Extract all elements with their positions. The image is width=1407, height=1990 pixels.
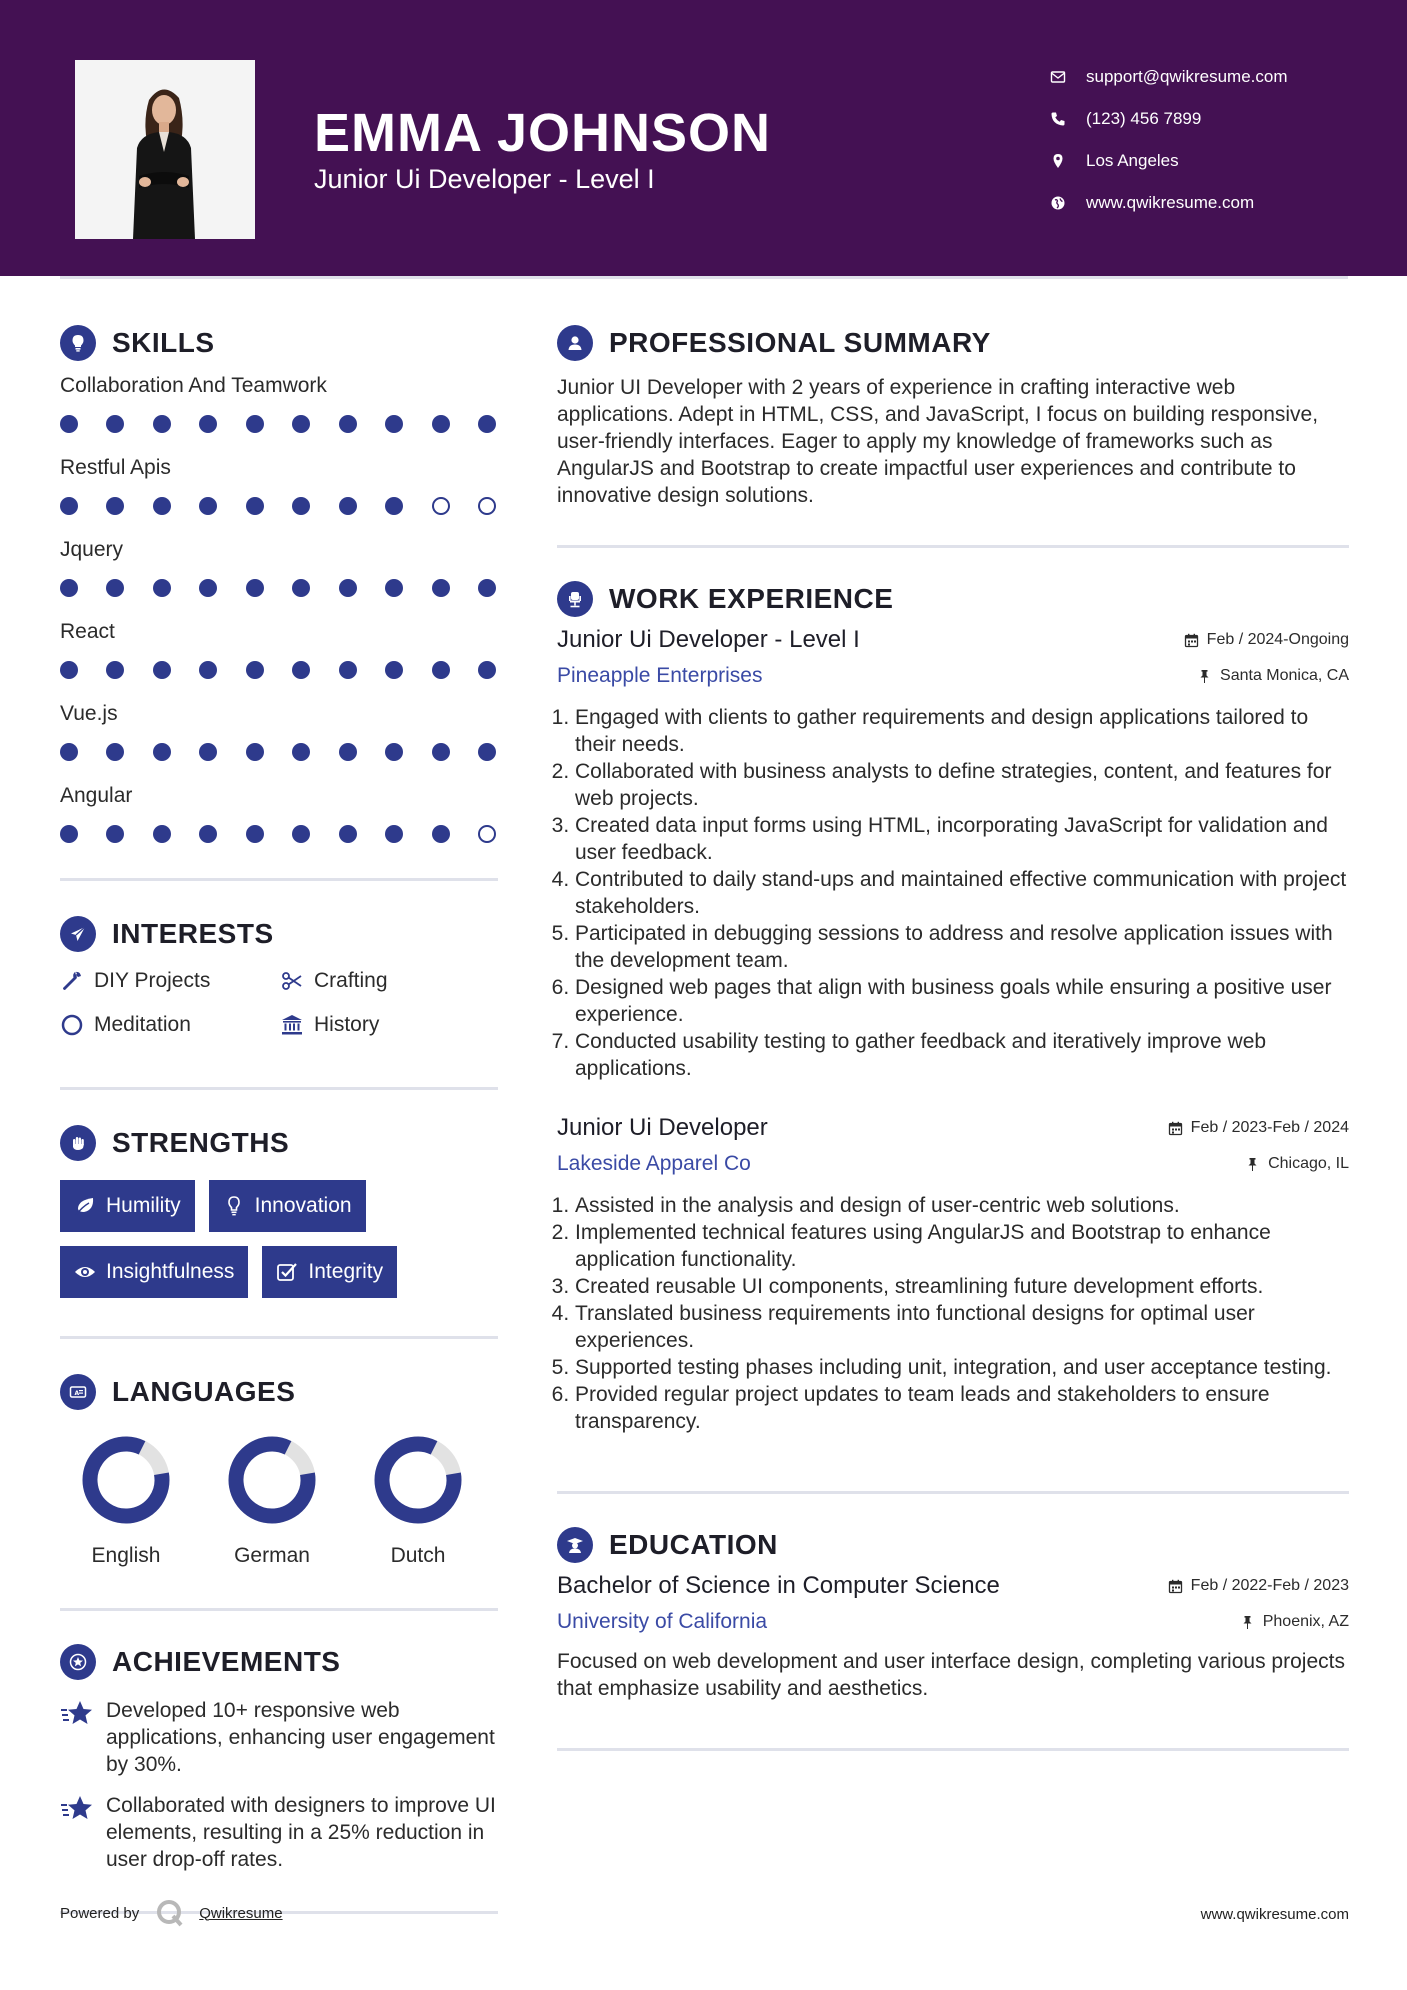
skill-name: Angular [60,784,133,807]
job-location [1245,1155,1349,1173]
office-chair-icon [557,581,593,617]
svg-text:A: A [74,1390,80,1397]
job-entry [557,1112,1349,1435]
interests-heading [60,911,498,957]
language-item [74,1435,178,1568]
rating-dot-filled [292,743,310,761]
responsibility-item: 5. Participated in debugging sessions to address and resolve application issues with the development team. [575,920,1349,974]
experience-heading [557,576,1349,622]
achievements-title: ACHIEVEMENTS [112,1646,341,1677]
rating-dot-filled [153,661,171,679]
section-divider [557,545,1349,548]
contact-email-text: support@qwikresume.com [1086,67,1288,86]
achievement-item [60,1697,498,1778]
language-proficiency-ring [81,1435,171,1525]
interest-label: DIY Projects [94,969,211,992]
leaf-icon [74,1195,96,1217]
rating-dot-filled [60,825,78,843]
language-card-icon [60,1374,96,1410]
job-location-text: Chicago, IL [1268,1155,1349,1172]
achievements-heading [60,1639,498,1685]
candidate-role: Junior Ui Developer - Level I [314,164,655,194]
strength-label: Integrity [308,1260,384,1283]
qwikresume-logo-icon [155,1898,185,1928]
skill-rating [60,482,498,530]
envelope-icon [1050,69,1086,85]
user-icon [557,325,593,361]
responsibility-item: 6. Designed web pages that align with business goals while ensuring a positive user experience. [575,974,1349,1028]
section-divider [60,1608,498,1611]
rating-dot-filled [432,825,450,843]
rating-dot-empty [478,497,496,515]
rating-dot-empty [432,497,450,515]
responsibility-item: 4. Contributed to daily stand-ups and maintained effective communication with project stakeholders. [575,866,1349,920]
rating-dot-filled [106,661,124,679]
profile-photo-image [75,60,255,239]
section-divider [60,1087,498,1090]
skill-name: Vue.js [60,702,118,725]
education-entry [557,1570,1349,1702]
rating-dot-filled [385,497,403,515]
rating-dot-filled [60,661,78,679]
responsibility-item: 3. Created data input forms using HTML, incorporating JavaScript for validation and user feedback. [575,812,1349,866]
fist-icon [60,1125,96,1161]
rating-dot-filled [106,497,124,515]
rating-dot-filled [246,825,264,843]
strength-label: Innovation [254,1194,352,1217]
achievement-text: Collaborated with designers to improve UI elements, resulting in a 25% reduction in user drop-off rates. [106,1794,496,1871]
responsibility-item: 3. Created reusable UI components, streamlining future development efforts. [575,1273,1349,1300]
achievement-text: Developed 10+ responsive web applications, enhancing user engagement by 30%. [106,1699,495,1776]
languages-list [60,1435,498,1568]
right-column [557,320,1349,1751]
contact-phone[interactable] [1050,98,1380,140]
job-dates-text: Feb / 2023-Feb / 2024 [1190,1119,1349,1136]
rating-dot-filled [432,579,450,597]
section-divider [557,1491,1349,1494]
responsibility-item: 6. Provided regular project updates to team leads and stakeholders to ensure transparency. [575,1381,1349,1435]
skill-name: Collaboration And Teamwork [60,374,327,397]
strength-tag [209,1180,366,1232]
rating-dot-filled [292,661,310,679]
interests-list [60,967,498,1039]
rating-dot-filled [106,579,124,597]
interest-label: Crafting [314,969,388,992]
paper-plane-icon [60,916,96,952]
rating-dot-filled [339,415,357,433]
left-column [60,320,498,1914]
interest-label: History [314,1013,380,1036]
rating-dot-filled [432,743,450,761]
qwikresume-link[interactable]: Qwikresume [199,1904,283,1922]
rating-dot-filled [339,743,357,761]
job-entry [557,624,1349,1082]
wrench-icon [60,969,84,993]
interests-title: INTERESTS [112,918,274,949]
strengths-list [60,1180,498,1298]
language-item [366,1435,470,1568]
rating-dot-filled [292,415,310,433]
rating-dot-filled [478,743,496,761]
achievement-item [60,1792,498,1873]
calendar-icon [1168,1121,1183,1136]
strength-tag [60,1180,195,1232]
circle-icon [60,1013,84,1037]
responsibility-item: 1. Assisted in the analysis and design of user-centric web solutions. [575,1192,1349,1219]
rating-dot-filled [385,743,403,761]
company-name: Pineapple Enterprises [557,664,763,687]
language-name: English [91,1544,161,1567]
job-dates-text: Feb / 2024-Ongoing [1206,631,1349,648]
languages-heading [60,1369,498,1415]
footer-site-link[interactable]: www.qwikresume.com [1200,1906,1349,1923]
scissors-icon [280,969,304,993]
education-heading [557,1522,1349,1568]
job-title: Junior Ui Developer - Level I [557,626,860,653]
education-description: Focused on web development and user interface design, completing various projects that emphasize usability and aesthetics. [557,1650,1345,1700]
rating-dot-filled [60,579,78,597]
resume-header [0,0,1407,276]
rating-dot-filled [339,497,357,515]
rating-dot-filled [246,661,264,679]
company-name: Lakeside Apparel Co [557,1152,751,1175]
eye-icon [74,1261,96,1283]
rating-dot-filled [153,497,171,515]
job-responsibilities [557,1192,1349,1435]
strengths-title: STRENGTHS [112,1127,290,1158]
skill-rating [60,400,498,448]
strength-label: Humility [106,1194,181,1217]
summary-title: PROFESSIONAL SUMMARY [609,327,991,358]
rating-dot-filled [199,497,217,515]
skill-rating [60,728,498,776]
language-proficiency-ring [227,1435,317,1525]
rating-dot-filled [106,825,124,843]
job-location-text: Santa Monica, CA [1220,667,1349,684]
rating-dot-filled [153,579,171,597]
rating-dot-filled [246,743,264,761]
rating-dot-filled [385,825,403,843]
education-dates [1168,1577,1349,1595]
skill-name: Jquery [60,538,124,561]
education-location [1240,1613,1349,1631]
rating-dot-filled [478,579,496,597]
calendar-icon [1184,633,1199,648]
lightbulb-icon [223,1195,245,1217]
job-dates [1184,631,1349,649]
contact-location [1050,140,1380,182]
rating-dot-filled [199,415,217,433]
education-location-text: Phoenix, AZ [1262,1613,1349,1630]
rating-dot-filled [246,415,264,433]
language-proficiency-ring [373,1435,463,1525]
powered-by-label: Powered by [60,1904,140,1922]
degree-name: Bachelor of Science in Computer Science [557,1572,1000,1599]
rating-dot-filled [246,497,264,515]
footer-powered-by [60,1898,283,1928]
section-divider [557,1748,1349,1751]
strength-tag [262,1246,397,1298]
rating-dot-filled [339,661,357,679]
skills-heading [60,320,498,366]
rating-dot-filled [292,825,310,843]
job-location [1197,667,1349,685]
interest-label: Meditation [94,1013,191,1036]
language-item [220,1435,324,1568]
strengths-heading [60,1120,498,1166]
rating-dot-filled [478,415,496,433]
pushpin-icon [1240,1615,1255,1630]
skill-name: React [60,620,115,643]
education-title: EDUCATION [609,1529,778,1560]
rating-dot-filled [199,825,217,843]
rating-dot-filled [432,661,450,679]
summary-text: Junior UI Developer with 2 years of experience in crafting interactive web applications. Adept in HTML, CSS, and JavaScript, I focus on building responsive, user-friendly interfaces. Eager to apply my knowledge of frameworks such as AngularJS and Bootstrap to create impactful user experiences and contribute to innovative design solutions. [557,376,1319,507]
rating-dot-filled [292,579,310,597]
star-badge-icon [60,1644,96,1680]
contact-website[interactable] [1050,182,1380,224]
responsibility-item: 5. Supported testing phases including unit, integration, and user acceptance testing. [575,1354,1349,1381]
job-title: Junior Ui Developer [557,1114,768,1141]
checkbox-icon [276,1261,298,1283]
skills-title: SKILLS [112,327,215,358]
skill-rating [60,564,498,612]
rating-dot-filled [385,415,403,433]
rating-dot-filled [199,579,217,597]
experience-title: WORK EXPERIENCE [609,583,894,614]
star-icon [60,1699,94,1729]
responsibility-item: 2. Implemented technical features using AngularJS and Bootstrap to enhance application functionality. [575,1219,1349,1273]
job-dates [1168,1119,1349,1137]
rating-dot-filled [199,661,217,679]
summary-heading [557,320,1349,366]
rating-dot-filled [339,825,357,843]
lightbulb-icon [60,325,96,361]
skills-list [60,374,498,858]
phone-icon [1050,111,1086,127]
responsibility-item: 4. Translated business requirements into functional designs for optimal user experiences. [575,1300,1349,1354]
job-responsibilities [557,704,1349,1082]
strength-tag [60,1246,248,1298]
profile-photo [75,60,255,239]
contact-website-text: www.qwikresume.com [1086,193,1255,212]
rating-dot-empty [478,825,496,843]
rating-dot-filled [292,497,310,515]
interest-item [280,1011,498,1039]
language-name: German [234,1544,310,1567]
skill-name: Restful Apis [60,456,171,479]
interest-item [60,967,280,995]
contact-location-text: Los Angeles [1086,151,1179,170]
header-divider [60,276,1348,279]
education-dates-text: Feb / 2022-Feb / 2023 [1190,1577,1349,1594]
pushpin-icon [1245,1157,1260,1172]
pushpin-icon [1197,669,1212,684]
responsibility-item: 1. Engaged with clients to gather requirements and design applications tailored to their needs. [575,704,1349,758]
skill-rating [60,646,498,694]
candidate-name: EMMA JOHNSON [314,103,772,163]
rating-dot-filled [153,743,171,761]
rating-dot-filled [246,579,264,597]
interest-item [60,1011,280,1039]
languages-title: LANGUAGES [112,1376,296,1407]
rating-dot-filled [153,415,171,433]
star-icon [60,1794,94,1824]
museum-icon [280,1013,304,1037]
language-name: Dutch [390,1544,446,1567]
school-name: University of California [557,1610,768,1633]
globe-icon [1050,195,1086,211]
rating-dot-filled [60,415,78,433]
graduate-icon [557,1527,593,1563]
rating-dot-filled [385,579,403,597]
responsibility-item: 7. Conducted usability testing to gather feedback and iteratively improve web applications. [575,1028,1349,1082]
strength-label: Insightfulness [106,1260,235,1283]
rating-dot-filled [60,743,78,761]
rating-dot-filled [106,415,124,433]
rating-dot-filled [339,579,357,597]
rating-dot-filled [60,497,78,515]
contact-email[interactable] [1050,56,1380,98]
responsibility-item: 2. Collaborated with business analysts to define strategies, content, and features for web projects. [575,758,1349,812]
calendar-icon [1168,1579,1183,1594]
rating-dot-filled [106,743,124,761]
rating-dot-filled [432,415,450,433]
interest-item [280,967,498,995]
rating-dot-filled [478,661,496,679]
contact-list [1050,56,1380,224]
contact-phone-text: (123) 456 7899 [1086,109,1202,128]
section-divider [60,878,498,881]
section-divider [60,1336,498,1339]
rating-dot-filled [199,743,217,761]
skill-rating [60,810,498,858]
rating-dot-filled [153,825,171,843]
map-pin-icon [1050,153,1086,169]
rating-dot-filled [385,661,403,679]
